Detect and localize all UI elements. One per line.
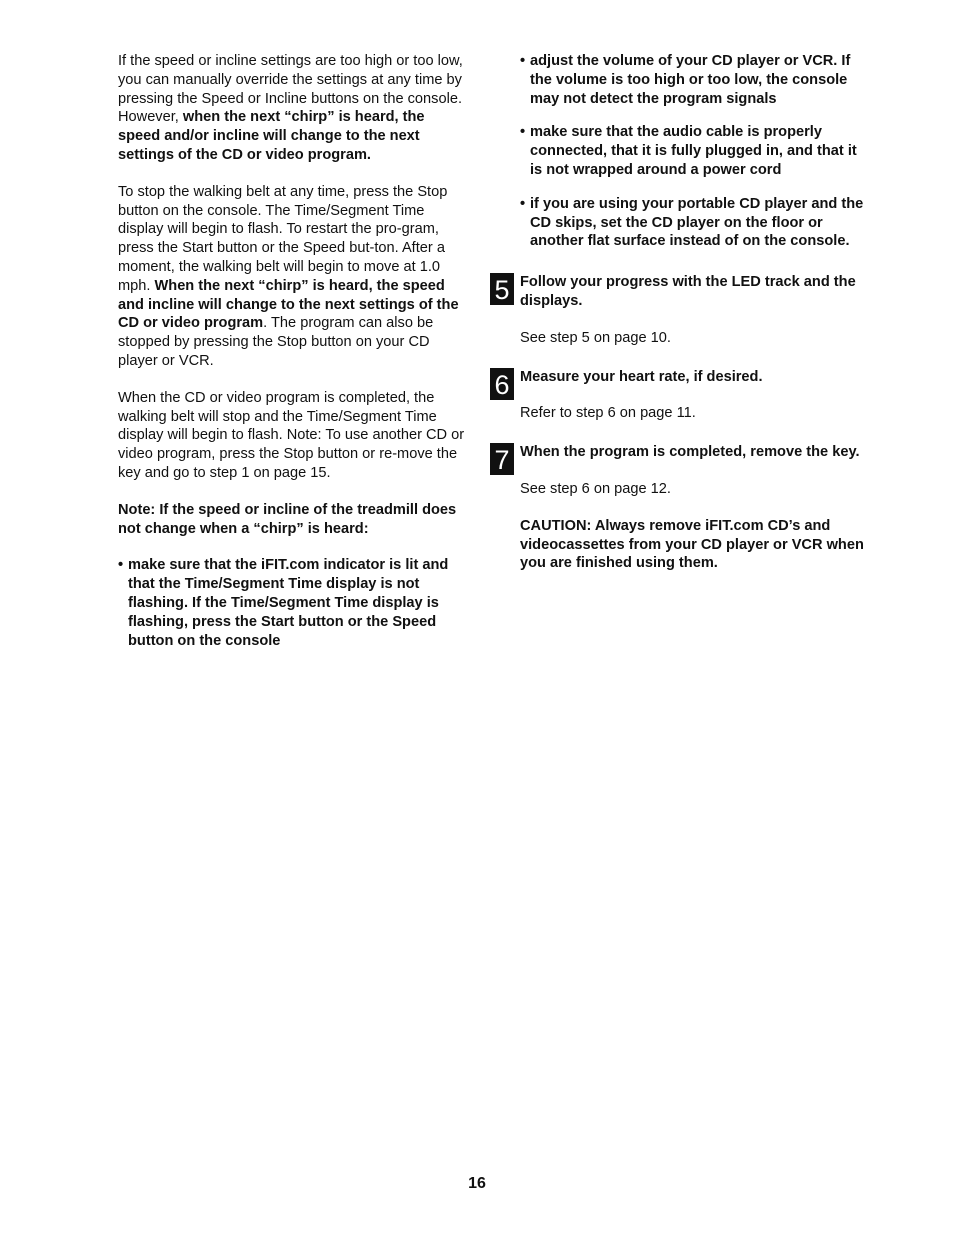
bullet-marker: • [118,557,124,574]
step-title: Follow your progress with the LED track and the displays. [520,274,856,309]
stop-text: To stop the walking belt at any time, press the Stop button on the console. The Time/Segment Time display will begin to flash. To restart the pro-gram, press the Start button or the Speed but-ton. After a moment, the walking belt will begin to move at 1.0 mph. [118,183,448,294]
bullet-text: if you are using your portable CD player and the CD skips, set the CD player on the floor or another flat surface instead of on the console. [530,195,864,250]
bullet-item [520,195,870,251]
stop-bold-text: When the next “chirp” is heard, the speed and incline will change to the next settings of the CD or video program [118,277,459,332]
bullet-marker: • [520,195,526,212]
step-number-badge: 5 [490,273,514,305]
override-text: If the speed or incline settings are too high or too low, you can manually override the settings at any time by pressing the Speed or Incline buttons on the console. However, [118,53,463,126]
step-5 [490,273,870,347]
bullet-text: make sure that the audio cable is properly connected, that it is fully plugged in, and that it is not wrapped around a power cord [530,124,857,178]
note-heading: Note: If the speed or incline of the treadmill does not change when a “chirp” is heard: [118,501,457,537]
step-title: Measure your heart rate, if desired. [520,368,763,385]
page-number: 16 [468,1175,486,1192]
bullet-text: adjust the volume of your CD player or VCR. If the volume is too high or too low, the console may not detect the program signals [530,53,851,107]
step-body: Refer to step 6 on page 11. [520,405,696,422]
step-6 [490,368,870,424]
bullet-marker: • [520,53,526,69]
step-number-badge: 6 [490,368,514,400]
step-body: See step 5 on page 10. [520,329,671,346]
right-column [490,52,870,591]
step-7 [490,443,870,499]
override-bold-text: when the next “chirp” is heard, the speed and/or incline will change to the next settings of the CD or video program. [118,109,425,163]
bullet-item [118,556,468,650]
stop-paragraph [118,183,468,371]
step-number-badge: 7 [490,443,514,475]
left-column [118,52,468,665]
step-title: When the program is completed, remove the key. [520,444,860,461]
stop-tail-text: . The program can also be stopped by pressing the Stop button on your CD player or VCR. [118,315,434,369]
caution-text: CAUTION: Always remove iFIT.com CD’s and videocassettes from your CD player or VCR when you are finished using them. [520,517,864,572]
step-body: See step 6 on page 12. [520,480,671,497]
override-paragraph [118,52,468,165]
bullet-text: make sure that the iFIT.com indicator is lit and that the Time/Segment Time display is not flashing. If the Time/Segment Time display is flashing, press the Start button or the Speed button on the console [128,557,449,649]
completed-paragraph: When the CD or video program is completed, the walking belt will stop and the Time/Segment Time display will begin to flash. Note: To use another CD or video program, press the Stop button or re-move the key and go to step 1 on page 15. [118,389,465,481]
bullet-item [520,52,870,108]
bullet-item [520,123,870,179]
bullet-marker: • [520,124,526,141]
